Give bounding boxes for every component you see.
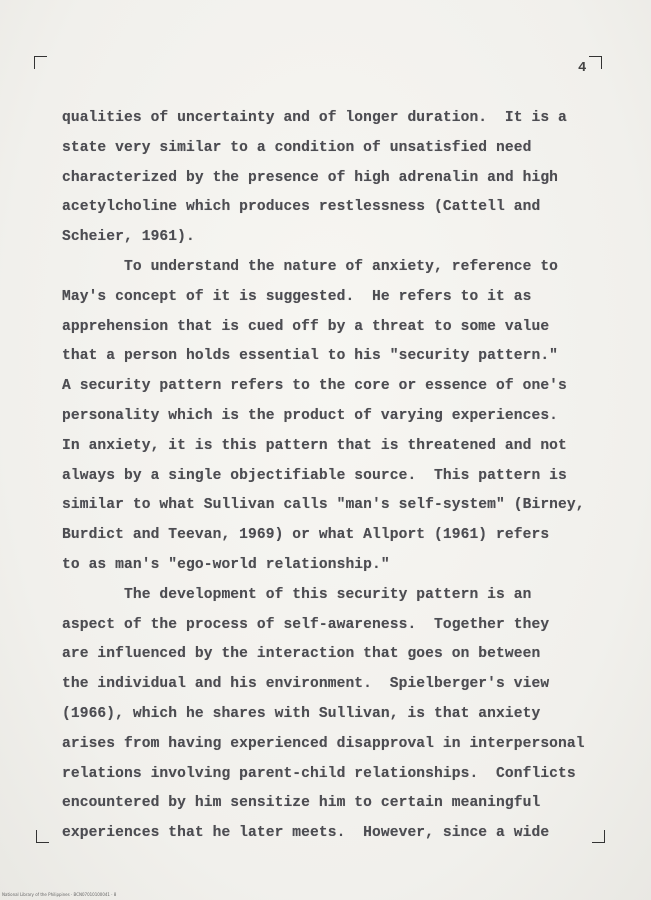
text-line: relations involving parent-child relationships. Conflicts [62,765,576,782]
text-line: (1966), which he shares with Sullivan, is that anxiety [62,705,541,722]
scan-footer: National Library of the Philippines · BCN07010100041 · 8 [2,892,117,897]
text-line: similar to what Sullivan calls "man's self-system" (Birney, [62,497,585,514]
page-number: 4 [578,60,587,76]
text-line: to as man's "ego-world relationship." [62,556,390,573]
body-text [62,104,602,849]
text-line: Burdict and Teevan, 1969) or what Allport (1961) refers [62,527,550,544]
text-line: qualities of uncertainty and of longer duration. It is a [62,110,567,126]
text-line: Scheier, 1961). [62,229,195,246]
text-line: state very similar to a condition of unsatisfied need [62,139,532,156]
text-line: A security pattern refers to the core or essence of one's [62,378,567,395]
text-line: encountered by him sensitize him to certain meaningful [62,795,541,812]
text-line: arises from having experienced disapproval in interpersonal [62,735,585,752]
text-line: that a person holds essential to his "security pattern." [62,348,559,365]
text-line: To understand the nature of anxiety, reference to [62,258,559,275]
text-line: the individual and his environment. Spielberger's view [62,676,550,693]
text-line: aspect of the process of self-awareness. Together they [62,616,550,633]
text-line: acetylcholine which produces restlessness (Cattell and [62,199,541,216]
text-line: characterized by the presence of high adrenalin and high [62,169,559,186]
text-line: apprehension that is cued off by a threat to some value [62,318,550,335]
text-line: experiences that he later meets. However, since a wide [62,825,550,842]
text-line: always by a single objectifiable source. This pattern is [62,467,567,484]
crop-mark-bottom-left [36,830,49,843]
crop-mark-top-right [589,56,602,69]
text-line: May's concept of it is suggested. He refers to it as [62,288,532,305]
text-line: In anxiety, it is this pattern that is threatened and not [62,437,567,454]
crop-mark-top-left [34,56,47,69]
text-line: The development of this security pattern is an [62,586,532,603]
text-line: are influenced by the interaction that goes on between [62,646,541,663]
text-line: personality which is the product of varying experiences. [62,407,559,424]
